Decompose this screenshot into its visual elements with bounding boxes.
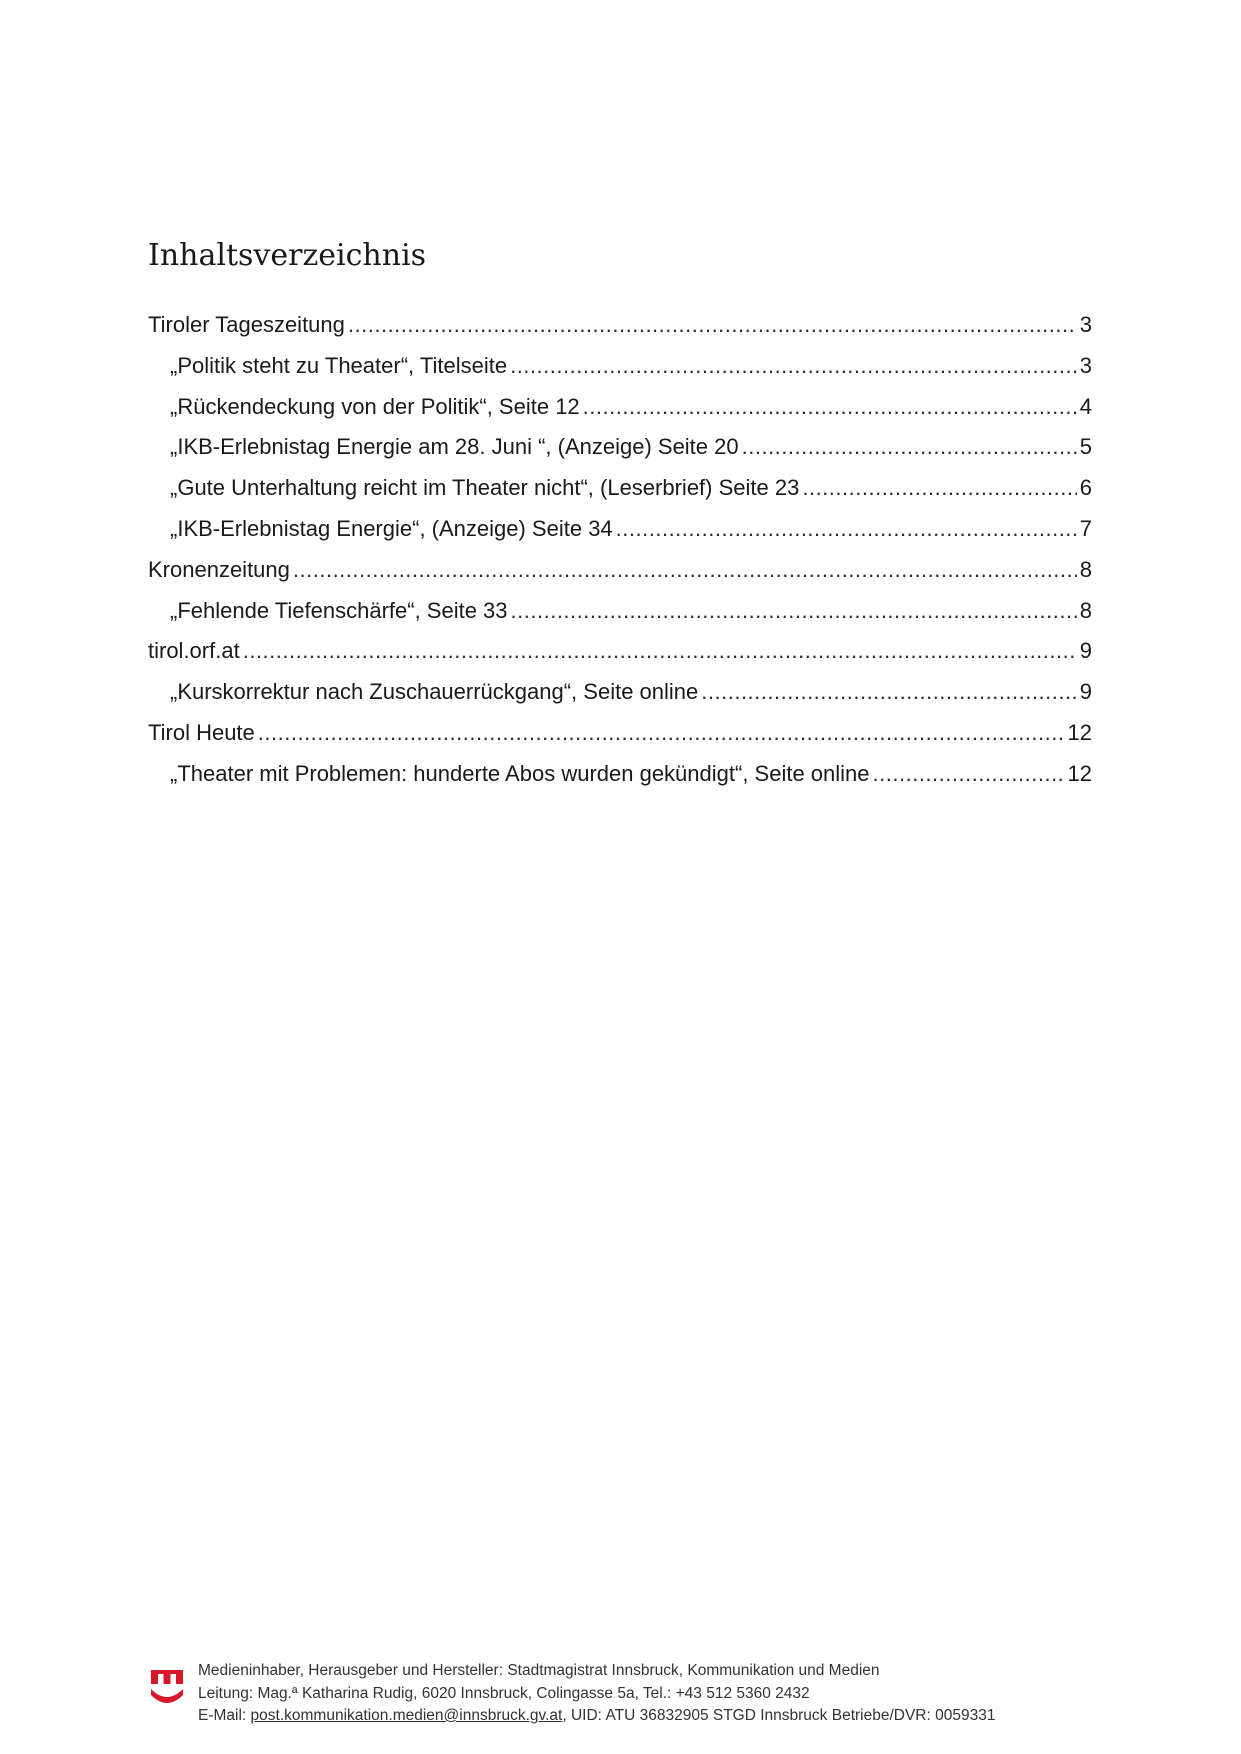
footer-contact-line bbox=[198, 1705, 995, 1728]
toc-entry[interactable] bbox=[148, 672, 1092, 713]
toc-entry[interactable] bbox=[148, 591, 1092, 632]
footer-registration: , UID: ATU 36832905 STGD Innsbruck Betriebe/DVR: 0059331 bbox=[562, 1707, 996, 1724]
toc-entry[interactable] bbox=[148, 754, 1092, 795]
toc-entry-text: tirol.orf.at bbox=[148, 638, 240, 664]
toc-dot-leader bbox=[243, 631, 1077, 671]
toc-entry[interactable] bbox=[148, 631, 1092, 672]
toc-page-number: 6 bbox=[1079, 475, 1092, 501]
footer-email-label: E-Mail: bbox=[198, 1707, 251, 1724]
toc-dot-leader bbox=[701, 672, 1076, 712]
toc-dot-leader bbox=[742, 427, 1077, 467]
toc-entry-text: „IKB-Erlebnistag Energie am 28. Juni “, (Anzeige) Seite 20 bbox=[170, 434, 739, 460]
page-footer bbox=[148, 1660, 1088, 1740]
toc-page-number: 9 bbox=[1079, 638, 1092, 664]
toc-page-number: 12 bbox=[1067, 760, 1092, 786]
toc-entry-text: „Fehlende Tiefenschärfe“, Seite 33 bbox=[170, 597, 508, 623]
toc-entry[interactable] bbox=[148, 346, 1092, 387]
toc-entry-text: „Rückendeckung von der Politik“, Seite 12 bbox=[170, 393, 580, 419]
toc-dot-leader bbox=[511, 591, 1077, 631]
toc-dot-leader bbox=[802, 468, 1076, 508]
toc-entry[interactable] bbox=[148, 468, 1092, 509]
toc-page-number: 7 bbox=[1079, 515, 1092, 541]
table-of-contents bbox=[148, 305, 1092, 795]
toc-page-number: 8 bbox=[1079, 556, 1092, 582]
toc-dot-leader bbox=[510, 346, 1077, 386]
toc-entry-text: Tiroler Tageszeitung bbox=[148, 312, 345, 337]
toc-entry-text: „Gute Unterhaltung reicht im Theater nicht“, (Leserbrief) Seite 23 bbox=[170, 475, 800, 501]
toc-entry-text: „Theater mit Problemen: hunderte Abos wurden gekündigt“, Seite online bbox=[170, 760, 870, 786]
toc-entry[interactable] bbox=[148, 305, 1092, 346]
toc-page-number: 5 bbox=[1079, 434, 1092, 460]
toc-dot-leader bbox=[873, 754, 1065, 794]
footer-publisher-line: Medieninhaber, Herausgeber und Hersteller: Stadtmagistrat Innsbruck, Kommunikation und Medien bbox=[198, 1662, 880, 1679]
toc-dot-leader bbox=[258, 713, 1065, 753]
toc-page-number: 4 bbox=[1079, 393, 1092, 419]
toc-entry-text: „IKB-Erlebnistag Energie“, (Anzeige) Seite 34 bbox=[170, 515, 613, 541]
toc-dot-leader bbox=[616, 509, 1077, 549]
toc-page-number: 3 bbox=[1079, 352, 1092, 378]
footer-management-line: Leitung: Mag.ª Katharina Rudig, 6020 Innsbruck, Colingasse 5a, Tel.: +43 512 5360 2432 bbox=[198, 1684, 810, 1702]
toc-entry-text: „Politik steht zu Theater“, Titelseite bbox=[170, 352, 508, 378]
footer-imprint bbox=[198, 1660, 995, 1728]
footer-email-link[interactable]: post.kommunikation.medien@innsbruck.gv.at bbox=[250, 1707, 563, 1724]
toc-entry[interactable] bbox=[148, 550, 1092, 591]
toc-page-number: 9 bbox=[1079, 679, 1092, 705]
page-title: Inhaltsverzeichnis bbox=[148, 238, 427, 273]
toc-entry[interactable] bbox=[148, 427, 1092, 468]
toc-entry-text: Kronenzeitung bbox=[148, 556, 290, 582]
toc-page-number: 3 bbox=[1079, 312, 1092, 337]
toc-entry[interactable] bbox=[148, 509, 1092, 550]
toc-entry[interactable] bbox=[148, 713, 1092, 754]
toc-entry-text: „Kurskorrektur nach Zuschauerrückgang“, Seite online bbox=[170, 679, 699, 705]
toc-dot-leader bbox=[583, 387, 1077, 427]
toc-dot-leader bbox=[348, 305, 1077, 345]
toc-page-number: 12 bbox=[1067, 719, 1092, 745]
toc-entry-text: Tirol Heute bbox=[148, 719, 255, 745]
toc-entry[interactable] bbox=[148, 387, 1092, 428]
toc-dot-leader bbox=[293, 550, 1077, 590]
innsbruck-bridge-logo-icon bbox=[150, 1668, 184, 1708]
toc-page-number: 8 bbox=[1079, 597, 1092, 623]
